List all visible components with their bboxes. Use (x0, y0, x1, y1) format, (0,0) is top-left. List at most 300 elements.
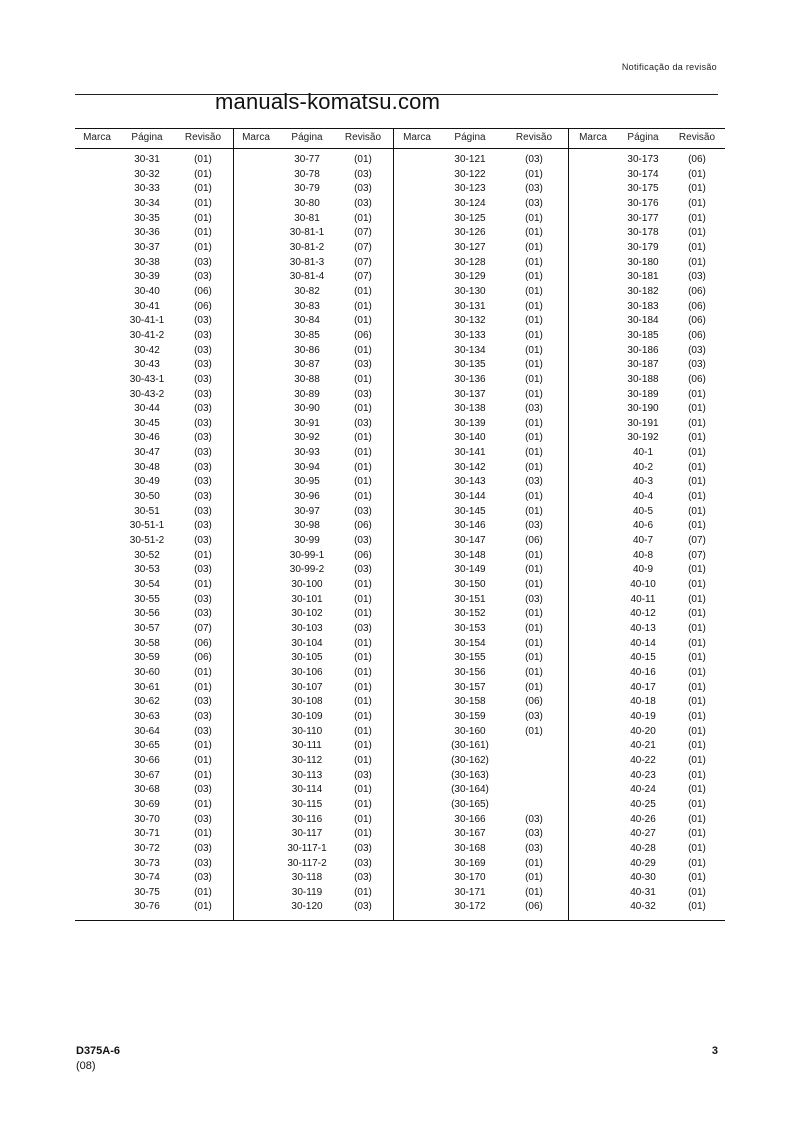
page-cell: 40-18 (630, 696, 656, 708)
revision-cell: (03) (354, 623, 372, 634)
page-cell: 40-11 (630, 593, 656, 605)
page-cell: 30-33 (134, 183, 160, 195)
page-cell: 30-186 (627, 344, 659, 356)
page-cell: 40-24 (630, 784, 656, 796)
revision-cell: (07) (688, 535, 706, 547)
page-cell: 30-80 (294, 197, 320, 209)
page-cell: 30-108 (291, 696, 323, 708)
revision-cell: (03) (354, 417, 372, 429)
page-cell: 30-38 (134, 256, 160, 268)
page-cell: 30-86 (294, 344, 320, 356)
page-cell: 30-152 (454, 608, 486, 620)
page-cell: 40-29 (630, 857, 656, 869)
revision-cell: (01) (354, 593, 372, 605)
revision-cell: (01) (525, 491, 543, 503)
page-cell: 30-50 (134, 491, 160, 503)
table-row (75, 461, 725, 476)
page-cell: 30-99 (294, 535, 320, 547)
revision-cell: (01) (688, 520, 706, 532)
table-row (75, 153, 725, 168)
revision-cell: (01) (194, 798, 212, 810)
page-cell: 40-20 (630, 725, 656, 737)
page-cell: 30-84 (294, 315, 320, 327)
page-cell: 40-25 (630, 798, 656, 810)
revision-cell: (03) (525, 842, 543, 854)
revision-cell: (03) (194, 725, 212, 737)
page-cell: 40-32 (630, 901, 656, 913)
revision-cell: (01) (525, 271, 543, 283)
page-cell: 30-159 (454, 710, 486, 722)
revision-cell: (03) (194, 403, 212, 415)
revision-cell: (03) (525, 403, 543, 415)
page-cell: 40-21 (630, 740, 656, 752)
revision-cell: (01) (354, 373, 372, 385)
page-cell: 30-79 (294, 183, 320, 195)
table-row (75, 695, 725, 710)
revision-cell: (01) (525, 637, 543, 649)
revision-cell: (01) (525, 872, 543, 884)
revision-cell: (01) (354, 285, 372, 297)
table-row (75, 563, 725, 578)
table-row (75, 534, 725, 549)
page-cell: 30-172 (454, 901, 486, 913)
revision-cell: (01) (688, 623, 706, 634)
revision-cell: (03) (194, 520, 212, 532)
page-cell: 30-175 (627, 183, 659, 195)
page-cell: 30-81 (294, 212, 320, 224)
page-cell: 30-160 (454, 725, 486, 737)
revision-cell: (07) (688, 549, 706, 561)
page-cell: 30-184 (627, 315, 659, 327)
revision-cell: (03) (354, 197, 372, 209)
revision-cell: (03) (194, 344, 212, 356)
header-revisao: Revisão (678, 132, 716, 143)
table-row (75, 798, 725, 813)
revision-cell: (01) (194, 183, 212, 195)
table-row (75, 505, 725, 520)
page-cell: 30-31 (134, 154, 160, 165)
revision-cell: (01) (354, 315, 372, 327)
page-cell: 30-183 (627, 300, 659, 312)
table-row (75, 519, 725, 534)
revision-cell: (01) (688, 710, 706, 722)
page-cell: 30-49 (134, 476, 160, 488)
page-cell: 30-66 (134, 754, 160, 766)
revision-cell: (03) (525, 710, 543, 722)
revision-cell: (01) (688, 212, 706, 224)
page-cell: 30-53 (134, 564, 160, 576)
revision-cell: (06) (194, 285, 212, 297)
page-cell: 30-97 (294, 505, 320, 517)
revision-cell: (01) (688, 725, 706, 737)
page-cell: 40-30 (630, 872, 656, 884)
page-cell: 40-9 (632, 564, 654, 576)
table-row (75, 900, 725, 915)
revision-cell: (03) (194, 373, 212, 385)
page-cell: 30-103 (291, 623, 323, 634)
revision-cell: (01) (688, 593, 706, 605)
page-cell: 30-148 (454, 549, 486, 561)
table-row (75, 710, 725, 725)
page-cell: 30-128 (454, 256, 486, 268)
page-cell: 40-22 (630, 754, 656, 766)
revision-cell: (03) (194, 417, 212, 429)
revision-cell: (01) (688, 579, 706, 591)
revision-cell: (01) (688, 197, 706, 209)
revision-cell: (01) (688, 227, 706, 239)
revision-cell: (01) (525, 549, 543, 561)
revision-cell: (03) (194, 608, 212, 620)
page-cell: 30-81-4 (289, 271, 325, 283)
page-cell: 30-149 (454, 564, 486, 576)
revision-cell: (06) (688, 315, 706, 327)
revision-cell: (01) (688, 608, 706, 620)
revision-cell: (06) (194, 652, 212, 664)
table-row (75, 725, 725, 740)
revision-cell: (01) (688, 813, 706, 825)
page-cell: (30-162) (451, 754, 489, 766)
page-cell: 30-95 (294, 476, 320, 488)
page-cell: 40-7 (632, 535, 654, 547)
revision-cell: (01) (354, 828, 372, 840)
revision-cell: (03) (194, 476, 212, 488)
page-cell: 30-111 (292, 740, 322, 752)
page-cell: 40-4 (632, 491, 654, 503)
table-row (75, 373, 725, 388)
page-cell: 30-138 (454, 403, 486, 415)
page-cell: 30-177 (627, 212, 659, 224)
table-row (75, 256, 725, 271)
page-cell: 30-87 (294, 359, 320, 371)
page-cell: 40-31 (630, 886, 656, 898)
revision-cell: (03) (525, 183, 543, 195)
revision-cell: (01) (525, 505, 543, 517)
revision-cell: (01) (525, 256, 543, 268)
table-row (75, 212, 725, 227)
revision-cell: (03) (194, 505, 212, 517)
page-cell: 30-192 (627, 432, 659, 444)
revision-cell: (03) (194, 593, 212, 605)
table-row (75, 578, 725, 593)
page-cell: 40-1 (632, 447, 654, 459)
page-cell: 30-181 (627, 271, 659, 283)
page-cell: 30-170 (454, 872, 486, 884)
revision-cell: (07) (354, 271, 372, 283)
table-row (75, 446, 725, 461)
revision-cell: (03) (194, 271, 212, 283)
revision-cell: (01) (525, 857, 543, 869)
page-cell: 30-117 (291, 828, 323, 840)
page-cell: 30-114 (291, 784, 323, 796)
revision-cell: (01) (525, 608, 543, 620)
revision-cell: (01) (688, 461, 706, 473)
page-cell: 30-147 (454, 535, 486, 547)
revision-cell: (03) (354, 872, 372, 884)
revision-cell: (06) (688, 285, 706, 297)
revision-cell: (03) (688, 359, 706, 371)
page-cell: 30-47 (134, 447, 160, 459)
revision-cell: (01) (688, 769, 706, 781)
revision-cell: (01) (688, 681, 706, 693)
page-cell: 30-55 (134, 593, 160, 605)
group-separator (233, 129, 234, 920)
page-cell: (30-164) (451, 784, 489, 796)
page-cell: 30-52 (134, 549, 160, 561)
page-cell: 40-8 (632, 549, 654, 561)
page-cell: 30-77 (294, 154, 320, 165)
page-cell: 30-93 (294, 447, 320, 459)
table-row (75, 490, 725, 505)
page-cell: 40-17 (630, 681, 656, 693)
revision-cell: (06) (354, 520, 372, 532)
revision-cell: (01) (525, 681, 543, 693)
page-cell: 30-143 (454, 476, 486, 488)
revision-cell: (01) (688, 666, 706, 678)
page-cell: 30-180 (627, 256, 659, 268)
page-cell: 30-156 (454, 666, 486, 678)
watermark-text: manuals-komatsu.com (215, 89, 441, 114)
revision-cell: (01) (525, 168, 543, 180)
revision-cell: (03) (354, 505, 372, 517)
page-cell: 30-67 (134, 769, 160, 781)
page-cell: 30-107 (291, 681, 323, 693)
revision-cell: (03) (194, 872, 212, 884)
revision-cell: (01) (525, 359, 543, 371)
revision-cell: (01) (688, 417, 706, 429)
revision-cell: (01) (525, 666, 543, 678)
revision-cell: (01) (194, 549, 212, 561)
page-cell: 30-136 (454, 373, 486, 385)
page-cell: 30-176 (627, 197, 659, 209)
revision-cell: (03) (354, 388, 372, 400)
page-cell: 30-88 (294, 373, 320, 385)
revision-cell: (01) (525, 623, 543, 634)
page-cell: 30-120 (291, 901, 323, 913)
revision-cell: (03) (525, 197, 543, 209)
table-row (75, 241, 725, 256)
revision-cell: (01) (688, 403, 706, 415)
page-cell: 30-168 (454, 842, 486, 854)
revision-cell: (01) (354, 696, 372, 708)
page-cell: 30-116 (291, 813, 323, 825)
revision-cell: (07) (354, 227, 372, 239)
group-separator (393, 129, 394, 920)
header-pagina: Página (454, 132, 486, 143)
page-cell: (30-161) (451, 740, 489, 752)
revision-cell: (03) (354, 183, 372, 195)
table-row (75, 197, 725, 212)
page-cell: 30-46 (134, 432, 160, 444)
page-cell: 30-102 (291, 608, 323, 620)
revision-cell: (03) (194, 784, 212, 796)
table-column-headers (75, 129, 725, 149)
revision-cell: (06) (688, 373, 706, 385)
revision-cell: (01) (525, 461, 543, 473)
page-cell: 30-85 (294, 329, 320, 341)
table-row (75, 549, 725, 564)
table-row (75, 827, 725, 842)
table-row (75, 593, 725, 608)
revision-cell: (01) (688, 241, 706, 253)
revision-cell: (01) (688, 798, 706, 810)
revision-cell: (01) (688, 476, 706, 488)
page-cell: 30-42 (134, 344, 160, 356)
revision-cell: (01) (354, 491, 372, 503)
page-cell: 30-189 (627, 388, 659, 400)
table-row (75, 329, 725, 344)
revision-cell: (01) (354, 725, 372, 737)
page-cell: 30-115 (291, 798, 323, 810)
revision-cell: (06) (525, 696, 543, 708)
table-row (75, 739, 725, 754)
page-cell: 40-6 (632, 520, 654, 532)
page-cell: 30-167 (454, 828, 486, 840)
revision-cell: (03) (354, 535, 372, 547)
revision-cell: (01) (525, 315, 543, 327)
revision-cell: (01) (354, 344, 372, 356)
page-cell: 30-155 (454, 652, 486, 664)
revision-cell: (01) (354, 798, 372, 810)
page-cell: 30-145 (454, 505, 486, 517)
page-cell: 30-98 (294, 520, 320, 532)
page-cell: 30-188 (627, 373, 659, 385)
page-cell: 30-127 (454, 241, 486, 253)
header-revisao: Revisão (184, 132, 222, 143)
table-row (75, 769, 725, 784)
footer-revision: (08) (76, 1060, 96, 1072)
page-cell: 30-173 (627, 154, 659, 165)
page-cell: 30-41-1 (129, 315, 165, 327)
page-cell: 30-74 (134, 872, 160, 884)
page-cell: 30-106 (291, 666, 323, 678)
page-cell: 40-2 (632, 461, 654, 473)
revision-cell: (03) (525, 476, 543, 488)
revision-cell: (01) (688, 857, 706, 869)
table-row (75, 651, 725, 666)
revision-cell: (01) (525, 652, 543, 664)
page-cell: 30-169 (454, 857, 486, 869)
page-cell: 30-142 (454, 461, 486, 473)
table-rows (75, 153, 725, 915)
page-cell: 30-154 (454, 637, 486, 649)
revision-cell: (06) (194, 300, 212, 312)
page-cell: 30-43 (134, 359, 160, 371)
revision-cell: (01) (688, 886, 706, 898)
page-cell: 30-150 (454, 579, 486, 591)
page-cell: 30-81-2 (289, 241, 325, 253)
page-cell: 30-94 (294, 461, 320, 473)
page-cell: 30-182 (627, 285, 659, 297)
revision-cell: (01) (354, 579, 372, 591)
table-row (75, 637, 725, 652)
group-separator (568, 129, 569, 920)
revision-cell: (01) (354, 608, 372, 620)
revision-cell: (01) (688, 256, 706, 268)
revision-cell: (01) (525, 447, 543, 459)
page-cell: 30-34 (134, 197, 160, 209)
revision-cell: (01) (525, 388, 543, 400)
table-row (75, 666, 725, 681)
revision-cell: (06) (525, 535, 543, 547)
page-cell: 30-179 (627, 241, 659, 253)
revision-cell: (01) (525, 725, 543, 737)
page-cell: 30-185 (627, 329, 659, 341)
page-cell: 30-58 (134, 637, 160, 649)
revision-cell: (01) (194, 740, 212, 752)
page-cell: 30-32 (134, 168, 160, 180)
revision-cell: (01) (688, 872, 706, 884)
page-cell: 30-125 (454, 212, 486, 224)
page-cell: 30-178 (627, 227, 659, 239)
page-cell: 30-105 (291, 652, 323, 664)
page-cell: 30-63 (134, 710, 160, 722)
revision-cell: (07) (194, 623, 212, 634)
page-cell: 30-104 (291, 637, 323, 649)
header-pagina: Página (627, 132, 659, 143)
revision-cell: (01) (688, 740, 706, 752)
table-row (75, 783, 725, 798)
revision-cell: (03) (354, 842, 372, 854)
revision-cell: (01) (354, 710, 372, 722)
page-cell: 40-14 (630, 637, 656, 649)
revision-cell: (01) (525, 579, 543, 591)
revision-cell: (06) (354, 549, 372, 561)
revision-cell: (06) (688, 300, 706, 312)
revision-cell: (01) (194, 769, 212, 781)
revision-cell: (01) (525, 344, 543, 356)
revision-table (75, 128, 725, 921)
revision-cell: (01) (688, 828, 706, 840)
page-cell: 30-131 (454, 300, 486, 312)
table-row (75, 402, 725, 417)
header-marca: Marca (403, 132, 431, 143)
page-cell: 30-54 (134, 579, 160, 591)
revision-cell: (01) (194, 168, 212, 180)
revision-cell: (03) (525, 154, 543, 165)
header-title: Notificação da revisão (621, 62, 717, 72)
revision-cell: (01) (688, 491, 706, 503)
page-cell: 30-89 (294, 388, 320, 400)
revision-cell: (03) (194, 842, 212, 854)
page-cell: 30-113 (291, 769, 323, 781)
header-marca: Marca (83, 132, 111, 143)
revision-cell: (03) (688, 271, 706, 283)
revision-cell: (03) (688, 344, 706, 356)
revision-cell: (03) (194, 491, 212, 503)
page-cell: 30-64 (134, 725, 160, 737)
header-pagina: Página (131, 132, 163, 143)
footer-page-number: 3 (711, 1045, 718, 1057)
revision-cell: (01) (688, 901, 706, 913)
page-cell: 30-123 (454, 183, 486, 195)
table-row (75, 300, 725, 315)
page-cell: 30-190 (627, 403, 659, 415)
revision-cell: (01) (525, 432, 543, 444)
revision-cell: (06) (688, 154, 706, 165)
page-cell: 30-139 (454, 417, 486, 429)
revision-cell: (01) (194, 579, 212, 591)
page-cell: 30-81-1 (289, 227, 325, 239)
header-pagina: Página (291, 132, 323, 143)
revision-cell: (01) (194, 666, 212, 678)
page-cell: 30-99-1 (289, 549, 325, 561)
page-cell: 30-166 (454, 813, 486, 825)
page-cell: 30-140 (454, 432, 486, 444)
revision-cell: (01) (525, 241, 543, 253)
revision-cell: (01) (688, 432, 706, 444)
revision-cell: (03) (354, 359, 372, 371)
revision-cell: (03) (354, 901, 372, 913)
